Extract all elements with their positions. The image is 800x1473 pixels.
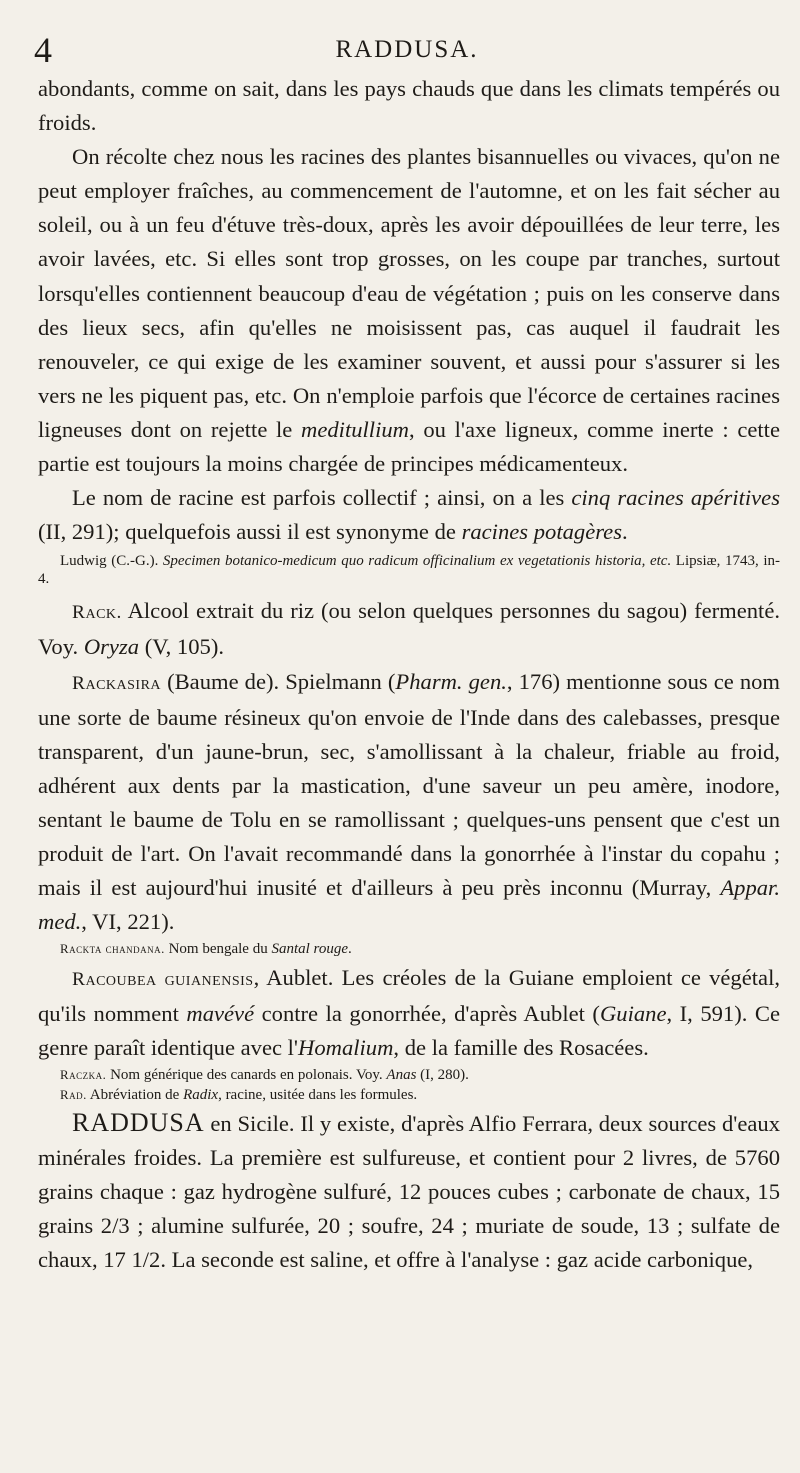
- entry-text: contre la gonorrhée, d'après Aublet (: [254, 1000, 600, 1026]
- italic-term: meditullium: [301, 416, 409, 442]
- entry-text: (Baume de). Spielmann (: [161, 668, 396, 694]
- reference-author: Ludwig (C.-G.).: [60, 553, 163, 570]
- entry-text: Nom bengale du: [164, 941, 272, 958]
- entry-term: Rackasira: [72, 672, 162, 694]
- italic-term: Homalium: [298, 1034, 394, 1060]
- entry-rad: [38, 1087, 780, 1105]
- italic-term: Guiane: [599, 1000, 667, 1026]
- italic-term: Radix: [183, 1086, 219, 1103]
- italic-term: racines potagères: [461, 519, 622, 545]
- entry-rack: [38, 594, 780, 664]
- italic-term: Oryza: [83, 634, 140, 660]
- entry-text: , Aublet. Les créoles de la Guiane emploient ce végétal, qu'ils nomment: [38, 964, 780, 1026]
- paragraph-continuation: abondants, comme on sait, dans les pays chauds que dans les climats tempérés ou froids.: [38, 76, 780, 136]
- running-head: RADDUSA.: [335, 36, 479, 63]
- text-column: [38, 72, 780, 1278]
- entry-term: Rackta chandana.: [60, 942, 165, 957]
- entry-text: .: [348, 941, 352, 958]
- italic-term: Santal rouge: [271, 941, 348, 958]
- entry-text: (V, 105).: [139, 634, 224, 660]
- entry-term: Racoubea guianensis: [72, 968, 254, 990]
- entry-rackta-chandana: [38, 941, 780, 959]
- italic-term: Appar. med.: [38, 875, 780, 935]
- entry-text: , racine, usitée dans les formules.: [218, 1086, 418, 1103]
- entry-text: , de la famille des Rosacées.: [393, 1034, 649, 1060]
- entry-term: Rad.: [60, 1087, 87, 1102]
- entry-term: Rack.: [72, 602, 122, 624]
- entry-text: , VI, 221).: [81, 909, 175, 935]
- italic-term: cinq racines apéritives: [571, 485, 780, 511]
- entry-term: Raczka.: [60, 1068, 107, 1083]
- paragraph-nom-racine: [38, 481, 780, 549]
- paragraph-text: (II, 291); quelquefois aussi il est synonyme de: [38, 519, 462, 545]
- reference-place: Lipsiæ, 1743, in-4.: [38, 553, 780, 587]
- entry-headword: RADDUSA: [72, 1108, 205, 1138]
- paragraph-text: , ou l'axe ligneux, comme inerte : cette partie est toujours la moins chargée de principes médicamenteux.: [38, 416, 780, 477]
- reference-title: Specimen botanico-medicum quo radicum officinalium ex vegetationis historia, etc.: [162, 553, 672, 570]
- page-number: 4: [34, 30, 52, 70]
- entry-raddusa: [38, 1106, 780, 1277]
- entry-text: en Sicile. Il y existe, d'après Alfio Ferrara, deux sources d'eaux minérales froides. La première est sulfureuse, et contient pour 2 livres, de 5760 grains chaque : gaz hydrogène sulfuré, 12 pouces cubes ; carbonate de chaux, 15 grains 2/3 ; alumine sulfurée, 20 ; soufre, 24 ; muriate de soude, 13 ; sulfate de chaux, 17 1/2. La seconde est saline, et offre à l'analyse : gaz acide carbonique,: [38, 1111, 780, 1273]
- entry-text: Nom générique des canards en polonais. Voy.: [106, 1067, 387, 1084]
- entry-text: , I, 591). Ce genre paraît identique avec l': [38, 1000, 780, 1060]
- paragraph-text: Le nom de racine est parfois collectif ; ainsi, on a les: [72, 485, 572, 511]
- paragraph-text: On récolte chez nous les racines des plantes bisannuelles ou vivaces, qu'on ne peut employer fraîches, au commencement de l'automne, et on les fait sécher au soleil, ou à un feu d'étuve très-doux, après les avoir dépouillées de leur terre, les avoir lavées, etc. Si elles sont trop grosses, on les coupe par tranches, surtout lorsqu'elles contiennent beaucoup d'eau de végétation ; puis on les conserve dans des lieux secs, afin qu'elles ne moisissent pas, cas auquel il faudrait les renouveler, ce qui exige de les examiner souvent, et aussi pour s'assurer si les vers ne les piquent pas, etc. On n'emploie parfois que l'écorce de certaines racines ligneuses dont on rejette le: [38, 144, 780, 442]
- entry-racoubea: [38, 961, 780, 1065]
- italic-term: mavévé: [186, 1000, 255, 1026]
- entry-raczka: [38, 1067, 780, 1085]
- italic-term: Anas: [386, 1067, 417, 1084]
- entry-rackasira: [38, 665, 780, 940]
- paragraph-racines-recolte: [38, 140, 780, 481]
- entry-text: Abréviation de: [86, 1086, 184, 1103]
- entry-text: Alcool extrait du riz (ou selon quelques personnes du sagou) fermenté. Voy.: [38, 598, 780, 660]
- bibliography-reference: [38, 553, 780, 588]
- page-header: [34, 30, 780, 70]
- entry-text: , 176) mentionne sous ce nom une sorte de baume résineux qu'on envoie de l'Inde dans des calebasses, presque transparent, d'un jaune-brun, sec, s'amollissant à la chaleur, friable au froid, adhérent aux dents par la mastication, d'une saveur un peu amère, inodore, sentant le baume de Tolu en se ramollissant ; quelques-uns pensent que c'est un produit de l'art. On l'avait recommandé dans la gonorrhée à l'instar du copahu ; mais il est aujourd'hui inusité et d'ailleurs à peu près inconnu (Murray,: [38, 668, 780, 901]
- entry-text: (I, 280).: [416, 1067, 469, 1084]
- italic-term: Pharm. gen.: [395, 668, 507, 694]
- paragraph-text: .: [622, 519, 628, 545]
